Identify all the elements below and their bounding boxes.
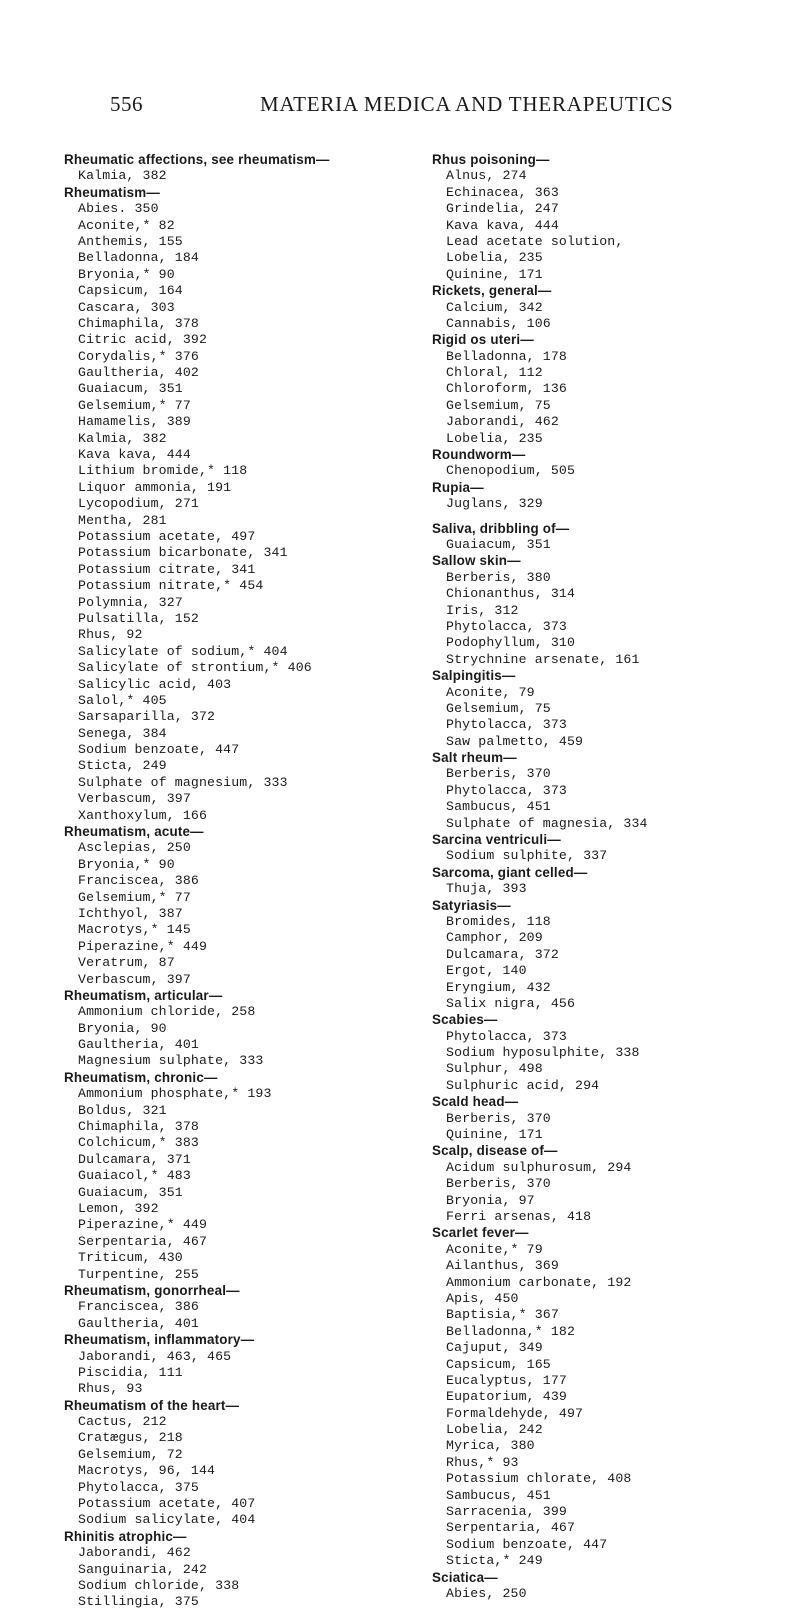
index-heading: Rigid os uteri— (432, 332, 534, 348)
index-entry: Gelsemium, 75 (446, 397, 551, 413)
index-entry: Xanthoxylum, 166 (78, 807, 208, 823)
index-entry: Dulcamara, 371 (78, 1151, 191, 1167)
index-entry: Potassium chlorate, 408 (446, 1471, 632, 1487)
index-entry: Acidum sulphurosum, 294 (446, 1159, 632, 1175)
index-entry: Sticta, 249 (78, 758, 167, 774)
index-heading: Rhinitis atrophic— (64, 1528, 187, 1544)
index-entry: Jaborandi, 463, 465 (78, 1348, 232, 1364)
index-entry: Gaultheria, 401 (78, 1315, 199, 1331)
index-entry: Salicylate of sodium,* 404 (78, 643, 288, 659)
index-column-left (64, 152, 404, 1611)
index-entry: Alnus, 274 (446, 168, 527, 184)
index-entry: Cascara, 303 (78, 299, 175, 315)
index-entry: Apis, 450 (446, 1290, 519, 1306)
index-entry: Guaiacum, 351 (78, 381, 183, 397)
index-entry: Senega, 384 (78, 725, 167, 741)
index-entry: Berberis, 370 (446, 766, 551, 782)
index-heading: Rheumatism, inflammatory— (64, 1332, 255, 1348)
index-heading: Rheumatism, articular— (64, 987, 223, 1003)
index-entry: Sticta,* 249 (446, 1553, 543, 1569)
index-entry: Mentha, 281 (78, 512, 167, 528)
index-entry: Phytolacca, 373 (446, 1028, 567, 1044)
index-entry: Sulphate of magnesia, 334 (446, 815, 648, 831)
index-entry: Cannabis, 106 (446, 315, 551, 331)
index-heading: Scarlet fever— (432, 1225, 529, 1241)
index-entry: Juglans, 329 (446, 496, 543, 512)
index-entry: Piscidia, 111 (78, 1364, 183, 1380)
index-entry: Kava kava, 444 (446, 217, 559, 233)
index-entry: Lobelia, 235 (446, 430, 543, 446)
index-entry: Lead acetate solution, (446, 233, 624, 249)
index-entry: Salix nigra, 456 (446, 995, 576, 1011)
index-entry: Stillingia, 375 (78, 1594, 199, 1610)
index-entry: Dulcamara, 372 (446, 946, 559, 962)
index-entry: Saw palmetto, 459 (446, 733, 584, 749)
index-entry: Cactus, 212 (78, 1414, 167, 1430)
index-heading: Scabies— (432, 1012, 498, 1028)
index-entry: Sanguinaria, 242 (78, 1561, 208, 1577)
index-entry: Serpentaria, 467 (78, 1233, 208, 1249)
index-entry: Eupatorium, 439 (446, 1389, 567, 1405)
index-entry: Rhus, 93 (78, 1381, 143, 1397)
index-entry: Sarracenia, 399 (446, 1504, 567, 1520)
index-entry: Kava kava, 444 (78, 447, 191, 463)
index-entry: Chenopodium, 505 (446, 463, 576, 479)
index-entry: Abies. 350 (78, 201, 159, 217)
index-entry: Rhus, 92 (78, 627, 143, 643)
index-entry: Baptisia,* 367 (446, 1307, 559, 1323)
index-entry: Iris, 312 (446, 602, 519, 618)
index-entry: Ammonium phosphate,* 193 (78, 1086, 272, 1102)
index-entry: Berberis, 380 (446, 569, 551, 585)
index-heading: Rheumatism— (64, 184, 160, 200)
index-entry: Phytolacca, 373 (446, 618, 567, 634)
index-entry: Pulsatilla, 152 (78, 610, 199, 626)
index-entry: Phytolacca, 373 (446, 782, 567, 798)
index-entry: Triticum, 430 (78, 1250, 183, 1266)
index-entry: Aconite,* 82 (78, 217, 175, 233)
index-entry: Liquor ammonia, 191 (78, 479, 232, 495)
index-heading: Rheumatic affections, see rheumatism— (64, 152, 330, 167)
index-entry: Potassium citrate, 341 (78, 561, 256, 577)
index-entry: Sambucus, 451 (446, 1487, 551, 1503)
index-entry: Potassium nitrate,* 454 (78, 578, 264, 594)
index-entry: Bryonia, 97 (446, 1192, 535, 1208)
page-number: 556 (110, 92, 143, 116)
index-entry: Jaborandi, 462 (78, 1545, 191, 1561)
index-entry: Guaiacum, 351 (78, 1184, 183, 1200)
index-entry: Quinine, 171 (446, 266, 543, 282)
index-heading: Sciatica— (432, 1569, 498, 1585)
index-entry: Chimaphila, 378 (78, 1119, 199, 1135)
index-entry: Sodium salicylate, 404 (78, 1512, 256, 1528)
index-entry: Corydalis,* 376 (78, 348, 199, 364)
page-header (0, 92, 800, 122)
index-entry: Quinine, 171 (446, 1127, 543, 1143)
index-entry: Polymnia, 327 (78, 594, 183, 610)
index-entry: Piperazine,* 449 (78, 938, 208, 954)
index-heading: Rheumatism, chronic— (64, 1069, 218, 1085)
index-heading: Sarcina ventriculi— (432, 832, 561, 848)
index-entry: Lemon, 392 (78, 1201, 159, 1216)
index-entry: Serpentaria, 467 (446, 1520, 576, 1536)
index-entry: Boldus, 321 (78, 1102, 167, 1118)
index-entry: Bryonia,* 90 (78, 856, 175, 872)
index-entry: Ailanthus, 369 (446, 1258, 559, 1274)
index-heading: Satyriasis— (432, 897, 511, 913)
index-entry: Hamamelis, 389 (78, 414, 191, 430)
index-entry: Veratrum, 87 (78, 955, 175, 971)
index-entry: Sodium chloride, 338 (78, 1577, 240, 1593)
index-entry: Kalmia, 382 (78, 168, 167, 184)
index-entry: Chloroform, 136 (446, 381, 567, 397)
index-entry: Camphor, 209 (446, 930, 543, 946)
index-entry: Ichthyol, 387 (78, 905, 183, 921)
index-entry: Jaborandi, 462 (446, 414, 559, 430)
index-entry: Sulphur, 498 (446, 1061, 543, 1077)
index-entry: Abies, 250 (446, 1585, 527, 1601)
index-entry: Lobelia, 242 (446, 1422, 543, 1438)
index-entry: Guaiacol,* 483 (78, 1168, 191, 1184)
index-entry: Gelsemium, 72 (78, 1446, 183, 1462)
index-heading: Rickets, general— (432, 283, 552, 299)
index-entry: Capsicum, 164 (78, 283, 183, 299)
index-entry: Citric acid, 392 (78, 332, 208, 348)
index-entry: Turpentine, 255 (78, 1266, 199, 1282)
index-heading: Saliva, dribbling of— (432, 520, 570, 536)
index-entry: Myrica, 380 (446, 1438, 535, 1454)
index-entry: Guaiacum, 351 (446, 536, 551, 552)
index-entry: Belladonna,* 182 (446, 1323, 576, 1339)
index-entry: Salol,* 405 (78, 692, 167, 708)
index-entry: Verbascum, 397 (78, 971, 191, 987)
index-entry: Capsicum, 165 (446, 1356, 551, 1372)
index-entry: Phytolacca, 375 (78, 1479, 199, 1495)
index-entry: Salicylate of strontium,* 406 (78, 660, 312, 676)
index-entry: Potassium bicarbonate, 341 (78, 545, 288, 561)
index-heading: Salt rheum— (432, 750, 517, 766)
index-entry: Rhus,* 93 (446, 1454, 519, 1470)
index-entry: Lithium bromide,* 118 (78, 463, 248, 479)
index-entry: Calcium, 342 (446, 299, 543, 315)
index-column-right (432, 152, 762, 1602)
index-entry: Gelsemium,* 77 (78, 889, 191, 905)
index-entry: Gelsemium,* 77 (78, 397, 191, 413)
running-title: MATERIA MEDICA AND THERAPEUTICS (260, 92, 674, 116)
index-entry: Sambucus, 451 (446, 799, 551, 815)
index-heading: Sallow skin— (432, 553, 521, 569)
index-heading: Rupia— (432, 479, 484, 495)
index-entry: Ergot, 140 (446, 963, 527, 979)
index-entry: Lobelia, 235 (446, 250, 543, 266)
index-entry: Potassium acetate, 497 (78, 528, 256, 544)
index-entry: Sodium benzoate, 447 (446, 1536, 608, 1552)
index-entry: Bromides, 118 (446, 913, 551, 929)
index-entry: Eryngium, 432 (446, 979, 551, 995)
index-entry: Aconite, 79 (446, 684, 535, 700)
index-entry: Magnesium sulphate, 333 (78, 1053, 264, 1069)
index-heading: Sarcoma, giant celled— (432, 864, 588, 880)
index-heading: Roundworm— (432, 447, 526, 463)
index-entry: Grindelia, 247 (446, 201, 559, 217)
index-heading: Salpingitis— (432, 668, 516, 684)
index-heading: Rhus poisoning— (432, 152, 550, 167)
index-heading: Rheumatism, acute— (64, 824, 204, 840)
index-heading: Rheumatism, gonorrheal— (64, 1282, 240, 1298)
index-entry: Gaultheria, 401 (78, 1037, 199, 1053)
index-entry: Macrotys,* 145 (78, 922, 191, 938)
index-entry: Franciscea, 386 (78, 1299, 199, 1315)
index-entry: Kalmia, 382 (78, 430, 167, 446)
index-entry: Piperazine,* 449 (78, 1217, 208, 1233)
index-entry: Sodium sulphite, 337 (446, 848, 608, 864)
index-entry: Anthemis, 155 (78, 233, 183, 249)
index-entry: Formaldehyde, 497 (446, 1405, 584, 1421)
index-entry: Lycopodium, 271 (78, 496, 199, 512)
index-entry: Colchicum,* 383 (78, 1135, 199, 1151)
index-entry: Gaultheria, 402 (78, 365, 199, 381)
index-entry: Ferri arsenas, 418 (446, 1209, 592, 1224)
index-entry: Sodium benzoate, 447 (78, 742, 240, 758)
index-entry: Chionanthus, 314 (446, 586, 576, 602)
index-entry: Podophyllum, 310 (446, 635, 576, 651)
index-entry: Gelsemium, 75 (446, 700, 551, 716)
index-entry: Chimaphila, 378 (78, 315, 199, 331)
index-entry: Cajuput, 349 (446, 1340, 543, 1356)
index-entry: Sulphate of magnesium, 333 (78, 774, 288, 790)
index-entry: Bryonia,* 90 (78, 266, 175, 282)
index-entry: Salicylic acid, 403 (78, 676, 232, 692)
index-entry: Chloral, 112 (446, 365, 543, 381)
index-entry: Bryonia, 90 (78, 1020, 167, 1036)
index-entry: Strychnine arsenate, 161 (446, 651, 640, 667)
index-entry: Ammonium carbonate, 192 (446, 1274, 632, 1290)
index-entry: Aconite,* 79 (446, 1241, 543, 1257)
index-entry: Franciscea, 386 (78, 873, 199, 889)
index-heading: Scalp, disease of— (432, 1143, 558, 1159)
index-entry: Berberis, 370 (446, 1110, 551, 1126)
index-entry: Belladonna, 184 (78, 250, 199, 266)
index-heading: Rheumatism of the heart— (64, 1397, 240, 1413)
index-entry: Eucalyptus, 177 (446, 1372, 567, 1388)
index-entry: Sarsaparilla, 372 (78, 709, 216, 725)
index-entry: Asclepias, 250 (78, 840, 191, 856)
index-entry: Ammonium chloride, 258 (78, 1004, 256, 1020)
index-entry: Potassium acetate, 407 (78, 1496, 256, 1512)
index-entry: Sodium hyposulphite, 338 (446, 1045, 640, 1061)
index-entry: Thuja, 393 (446, 881, 527, 897)
index-entry: Berberis, 370 (446, 1176, 551, 1192)
index-entry: Sulphuric acid, 294 (446, 1077, 600, 1093)
index-entry: Cratægus, 218 (78, 1430, 183, 1446)
index-entry: Macrotys, 96, 144 (78, 1463, 216, 1479)
index-heading: Scald head— (432, 1094, 519, 1110)
index-entry: Verbascum, 397 (78, 791, 191, 807)
index-entry: Echinacea, 363 (446, 184, 559, 200)
index-entry: Belladonna, 178 (446, 348, 567, 364)
index-entry: Phytolacca, 373 (446, 717, 567, 733)
